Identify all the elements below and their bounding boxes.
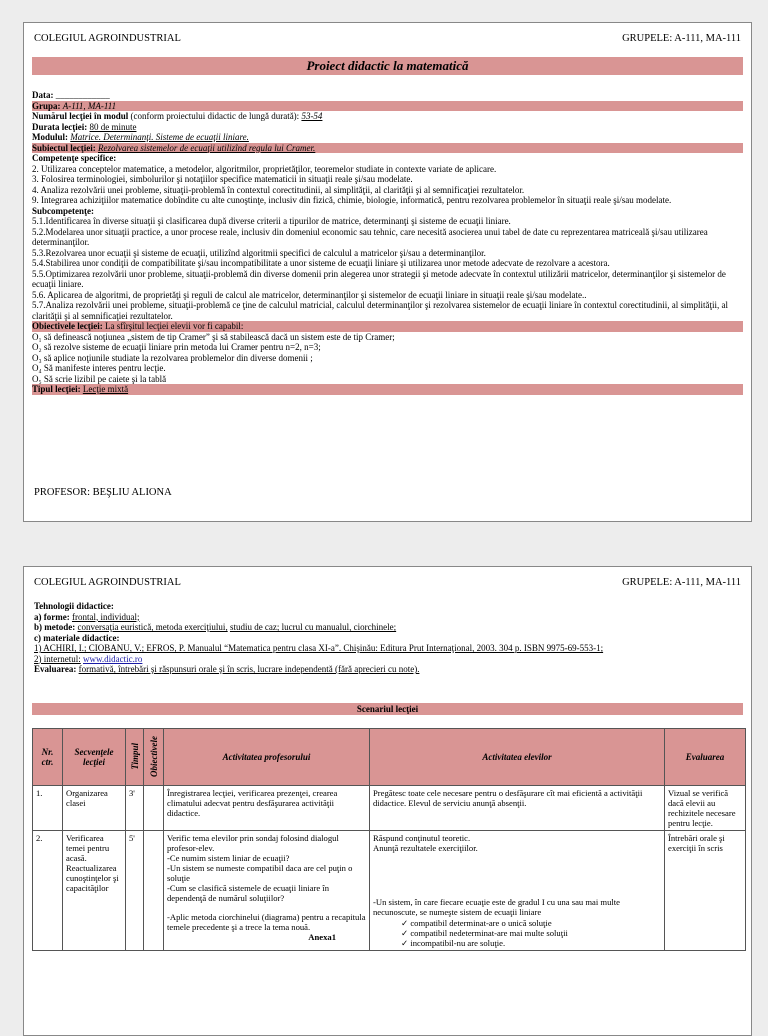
col-header-objectives: Obiectivele	[144, 729, 164, 786]
scenario-title: Scenariul lecţiei	[32, 703, 743, 715]
cell-student-activity: Pregătesc toate cele necesare pentru o desfăşurare cît mai eficientă a activităţii didactice. Elevul de serviciu anunţă absenţii.	[370, 786, 665, 831]
col-header-teacher-activity: Activitatea profesorului	[164, 729, 370, 786]
subcompetence-item: 5.3.Rezolvarea unor ecuaţii şi sisteme de ecuaţii, utilizînd algoritmii specifici de calculul a matricelor şi/sau a determinanţilor.	[32, 247, 486, 258]
list-item: ✓ compatibil nedeterminat-are mai multe soluţii	[401, 928, 661, 938]
cell-sequence: Organizarea clasei	[63, 786, 126, 831]
objective-item: O₃ să aplice noţiunile studiate la rezolvarea problemelor din diverse domenii ;	[32, 352, 313, 363]
competence-item: 4. Analiza rezolvării unei probleme, situaţii-problemă în contextul corectitudinii, al simplităţii, al clarităţii şi al semnificaţiei rezultatelor.	[32, 184, 525, 195]
forms-label: a) forme:	[34, 611, 70, 622]
col-header-time: Timpul	[126, 729, 144, 786]
teacher-line: -Cum se clasifică sistemele de ecuaţii liniare în dependenţă de numărul soluţiilor?	[167, 883, 330, 903]
subcompetence-item: 5.1.Identificarea în diverse situaţii şi clasificarea după diverse criterii a tipurilor de matrice, determinanţi şi sisteme de ecuaţii liniare.	[32, 216, 511, 226]
cell-time: 5'	[126, 831, 144, 951]
col-header-nr: Nr. ctr.	[33, 729, 63, 786]
student-line: -Un sistem, în care fiecare ecuaţie este de gradul I cu una sau mai multe necunoscute, se numeşte sistem de ecuaţii liniare	[373, 897, 620, 917]
duration-value: 80 de minute	[89, 121, 137, 132]
didactic-link[interactable]: www.didactic.ro	[83, 653, 143, 664]
col-header-sequence: Secvenţele lecţiei	[63, 729, 126, 786]
subcompetence-item: 5.6. Aplicarea de algoritmi, de proprietăţi şi reguli de calcul ale matricelor, determinanţilor şi sistemelor de ecuaţii liniare in situaţii reale şi/sau modelate..	[32, 289, 587, 300]
lesson-number-note: (conform proiectului didactic de lungă durată):	[130, 111, 300, 121]
cell-student-activity	[370, 831, 665, 951]
teacher-line: -Aplic metoda ciorchinelui (diagrama) pentru a recapitula temele precedente şi a trece la tema nouă.	[167, 912, 366, 932]
lesson-details	[32, 90, 743, 395]
evaluation-value: formativă, întrebări şi răspunsuri orale şi în scris, lucrare independentă (fără aprecieri cu note).	[78, 664, 420, 674]
data-label: Data:	[32, 90, 54, 100]
forms-value: frontal, individual;	[71, 611, 140, 622]
module-label: Modulul:	[32, 132, 69, 142]
competence-item: 3. Folosirea terminologiei, simbolurilor şi notaţiilor specifice matematicii in situaţii reale şi/sau modelate.	[32, 174, 413, 184]
list-item: ✓ incompatibil-nu are soluţie.	[401, 938, 661, 948]
objective-item: O₅ Să scrie lizibil pe caiete şi la tablă	[32, 373, 167, 384]
didactic-technologies	[34, 601, 741, 675]
lesson-type-value: Lecţie mixtă	[82, 384, 129, 394]
cell-nr: 2.	[33, 831, 63, 951]
material-item-prefix: 2) internetul:	[34, 653, 81, 664]
methods-label: b) metode:	[34, 622, 76, 632]
cell-nr: 1.	[33, 786, 63, 831]
document-page-2	[23, 566, 752, 1036]
school-name: COLEGIUL AGROINDUSTRIAL	[34, 33, 181, 44]
cell-evaluation: Vizual se verifică dacă elevii au rechizitele necesare pentru lecţie.	[665, 786, 746, 831]
list-item: ✓ compatibil determinat-are o unică soluţie	[401, 918, 661, 928]
methods-value: conversaţia euristică, metoda exerciţiului,	[77, 622, 228, 632]
cell-objectives	[144, 786, 164, 831]
grupa-value: A-111, MA-111	[62, 100, 117, 111]
teacher-line: Verific tema elevilor prin sondaj folosind dialogul profesor-elev.	[167, 833, 339, 853]
annex-label: Anexa1	[308, 932, 336, 942]
objectives-label: Obiectivele lecţiei:	[32, 321, 103, 331]
material-item: 1) ACHIRI, I.; CIOBANU, V.; EFROS, P. Manualul “Matematica pentru clasa XI-a”. Chişinău: Editura Prut Internaţional, 2003. 304 p. ISBN 9975-69-553-1;	[34, 643, 604, 653]
competence-item: 2. Utilizarea conceptelor matematice, a metodelor, algoritmilor, proprietăţilor, teoremelor studiate in contexte variate de aplicare.	[32, 163, 497, 174]
cell-objectives	[144, 831, 164, 951]
methods-rest: studiu de caz; lucrul cu manualul, ciorchinele;	[229, 622, 397, 632]
subcompetence-item: 5.4.Stabilirea unor condiţii de compatibilitate şi/sau incompatibilitate a unor sisteme de ecuaţii liniare şi utilizarea unor metode adecvate de rezolvare a acestora.	[32, 258, 610, 268]
grupa-label: Grupa:	[32, 100, 61, 111]
teacher-name: PROFESOR: BEŞLIU ALIONA	[34, 487, 172, 498]
module-value: Matrice. Determinanţi. Sisteme de ecuaţii liniare.	[70, 132, 249, 142]
technologies-label: Tehnologii didactice:	[34, 601, 114, 611]
table-header-row	[33, 729, 746, 786]
cell-evaluation: Întrebări orale şi exerciţii în scris	[665, 831, 746, 951]
lesson-scenario-table	[32, 728, 746, 951]
teacher-line: -Ce numim sistem liniar de ecuaţii?	[167, 853, 290, 863]
duration-label: Durata lecţiei:	[32, 121, 88, 132]
student-line: Anunţă rezultatele exerciţiilor.	[373, 843, 478, 853]
competences-label: Competenţe specifice:	[32, 153, 117, 163]
groups-label: GRUPELE: A-111, MA-111	[622, 577, 741, 588]
cell-time: 3'	[126, 786, 144, 831]
cell-teacher-activity	[164, 831, 370, 951]
subject-value: Rezolvarea sistemelor de ecuaţii utilizînd regula lui Cramer.	[98, 142, 316, 153]
page-title: Proiect didactic la matematică	[32, 57, 743, 75]
lesson-number-value: 53-54	[301, 111, 323, 121]
groups-label: GRUPELE: A-111, MA-111	[622, 33, 741, 44]
col-header-student-activity: Activitatea elevilor	[370, 729, 665, 786]
student-line: Răspund conţinutul teoretic.	[373, 833, 471, 843]
subcompetence-item: 5.7.Analiza rezolvării unei probleme, situaţii-problemă ce ţine de calculul matricial, calculul determinanţilor şi rezolvarea sistemelor de ecuaţii liniare în contextul corectitudinii, al simplităţii, al clarităţii şi al semnificaţiei rezultatelor.	[32, 300, 728, 321]
materials-label: c) materiale didactice:	[34, 632, 120, 643]
evaluation-label: Evaluarea:	[34, 664, 77, 674]
document-page-1	[23, 22, 752, 522]
subcompetences-label: Subcompetenţe:	[32, 205, 94, 216]
cell-teacher-activity: Înregistrarea lecţiei, verificarea prezenţei, crearea climatului adecvat pentru desfăşurarea activităţii didactice.	[164, 786, 370, 831]
teacher-line: -Un sistem se numeste compatibil daca are cel puţin o soluţie	[167, 863, 353, 883]
table-row	[33, 831, 746, 951]
objective-item: O₂ să rezolve sisteme de ecuaţii liniare prin metoda lui Cramer pentru n=2, n=3;	[32, 342, 321, 352]
page-header	[34, 33, 741, 44]
school-name: COLEGIUL AGROINDUSTRIAL	[34, 577, 181, 588]
page-header	[34, 577, 741, 588]
objectives-intro: La sfîrşitul lecţiei elevii vor fi capabil:	[104, 321, 244, 331]
objective-item: O₁ să definească noţiunea „sistem de tip Cramer” şi să stabilească dacă un sistem este de tip Cramer;	[32, 331, 395, 342]
subcompetence-item: 5.2.Modelarea unor situaţii practice, a unor procese reale, inclusiv din domeniul economic sau tehnic, care necesită asocierea unui tabel de date cu reprezentarea matriceală şi/sau utilizarea determinanţilor.	[32, 226, 708, 247]
competence-item: 9. Integrarea achiziţiilor matematice dobîndite cu alte cunoştinţe, inclusiv din fizică, chimie, biologie, informatică, pentru rezolvarea problemelor în situaţii reale şi/sau modelate.	[32, 195, 672, 205]
data-value: ____________	[55, 90, 110, 100]
subcompetence-item: 5.5.Optimizarea rezolvării unor probleme, situaţii-problemă din diverse domenii prin alegerea unor strategii şi metode adecvate în contextul utilizării matricelor, determinanţilor şi sistemelor de ecuaţii liniare.	[32, 268, 726, 289]
objective-item: O₄ Să manifeste interes pentru lecţie.	[32, 363, 166, 373]
cell-sequence: Verificarea temei pentru acasă. Reactualizarea cunoştinţelor şi capacităţilor	[63, 831, 126, 951]
subject-label: Subiectul lecţiei:	[32, 142, 96, 153]
table-row	[33, 786, 746, 831]
col-header-evaluation: Evaluarea	[665, 729, 746, 786]
system-types-list	[373, 918, 661, 948]
lesson-type-label: Tipul lecţiei:	[32, 384, 81, 394]
lesson-number-label: Numărul lecţiei în modul	[32, 111, 129, 121]
